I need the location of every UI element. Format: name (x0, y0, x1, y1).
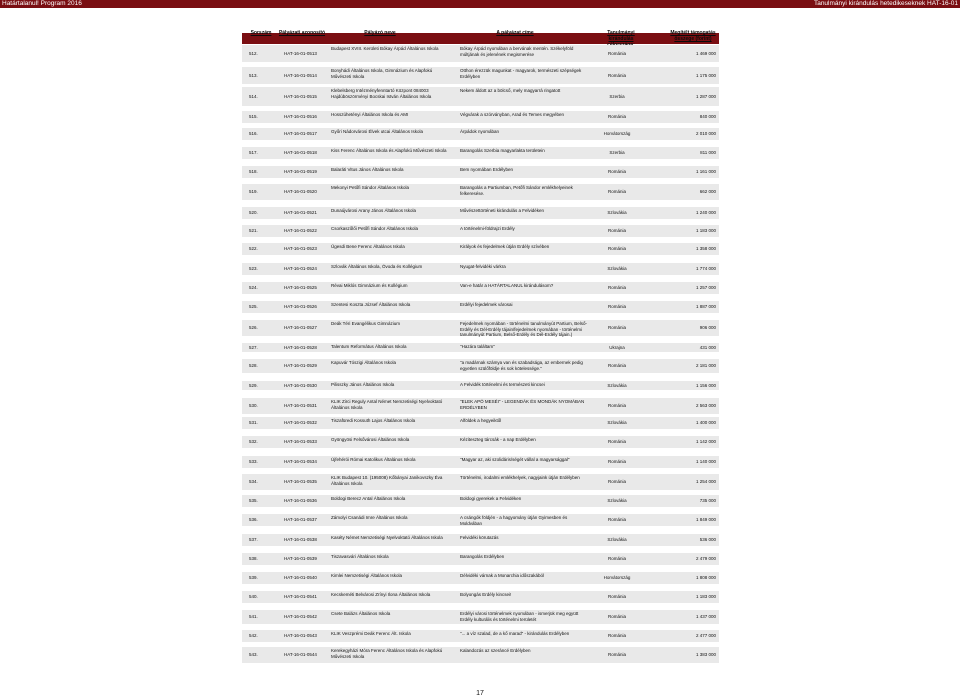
row-title: Történelmi, irodalmi emlékhelyek, nagyjaink útján Erdélyben (460, 475, 580, 480)
table-row (242, 417, 719, 429)
table-row (242, 111, 719, 123)
row-destination: Szerbia (609, 93, 625, 99)
row-id: HAT-16-01-0540 (284, 575, 317, 581)
row-amount: 1 257 000 (695, 285, 716, 291)
table-row (242, 225, 719, 237)
row-amount: 1 240 000 (695, 210, 716, 216)
row-title: Kéziteszteg tárcsák - a nap Erdélyben (460, 437, 536, 442)
row-applicant: Újfehérói Római Katolikus Általános Iskola (331, 457, 416, 462)
row-id: HAT-16-01-0531 (284, 403, 317, 409)
row-id: HAT-16-01-0518 (284, 150, 317, 156)
row-destination: Románia (607, 633, 626, 639)
row-amount: 1 175 000 (695, 72, 716, 78)
table-row (242, 359, 719, 373)
row-id: HAT-16-01-0528 (284, 344, 317, 350)
top-banner (0, 0, 960, 8)
row-number: 537. (249, 537, 258, 543)
row-title: Otthon érezzük magunkat - magyarok, természeti szépségek Erdélyben (460, 68, 582, 79)
table-row (242, 495, 719, 507)
row-destination: Szlovákia (607, 210, 627, 216)
row-destination: Szerbia (609, 150, 625, 156)
row-id: HAT-16-01-0535 (284, 479, 317, 485)
row-applicant: Győri Nádorvárosi Élvek utcai Általános Iskola (331, 129, 424, 134)
row-title: Árpádok nyomában (460, 129, 500, 134)
row-number: 521. (249, 228, 258, 234)
row-amount: 2 563 000 (695, 403, 716, 409)
row-applicant: Kiss Ferenc Általános Iskola és Alapfokú Művészeti Iskola (331, 148, 447, 153)
row-id: HAT-16-01-0543 (284, 633, 317, 639)
row-amount: 1 808 000 (695, 575, 716, 581)
row-title: Bem nyomában Erdélyben (460, 167, 514, 172)
row-destination: Horvátország (603, 131, 631, 137)
row-amount: 2 010 000 (695, 131, 716, 137)
table-row (242, 128, 719, 140)
table-row (242, 553, 719, 565)
row-amount: 1 287 000 (695, 93, 716, 99)
row-amount: 536 000 (699, 537, 716, 543)
row-id: HAT-16-01-0517 (284, 131, 317, 137)
row-number: 528. (249, 363, 258, 369)
table-row (242, 436, 719, 448)
table-row (242, 147, 719, 159)
row-id: HAT-16-01-0544 (284, 652, 317, 658)
row-id: HAT-16-01-0541 (284, 594, 317, 600)
row-destination: Szlovákia (607, 537, 627, 543)
row-number: 512. (249, 50, 258, 56)
row-applicant: Kaséty Német Nemzetiségi Nyelvoktató Általános Iskola (331, 535, 443, 540)
row-id: HAT-16-01-0539 (284, 556, 317, 562)
row-amount: 1 437 000 (695, 614, 716, 620)
row-title: Barangolás Erdélyben (460, 554, 505, 559)
table-row (242, 474, 719, 490)
row-title: Alföldek a hegyeiktől (460, 418, 502, 423)
row-applicant: Bonyhádi Általános Iskola, Gimnázium és Alapfokú Művészeti Iskola (331, 68, 433, 79)
row-id: HAT-16-01-0525 (284, 285, 317, 291)
row-id: HAT-16-01-0514 (284, 72, 317, 78)
row-title: Felvidéki körutazás (460, 535, 499, 540)
row-applicant: Talentum Református Általános Iskola (331, 344, 407, 349)
row-title: Barangolás a Partiumban, Petőfi Sándor emlékhelyeinek felkeresése. (460, 185, 573, 196)
row-number: 535. (249, 498, 258, 504)
row-destination: Románia (607, 72, 626, 78)
row-title: "ELEK APÓ MESÉI" - LEGENDÁK ÉS MONDÁK NYOMÁBAN ERDÉLYBEN (460, 399, 585, 410)
row-number: 515. (249, 114, 258, 120)
table-row (242, 282, 719, 294)
table-row (242, 207, 719, 219)
row-applicant: Klebelsberg Intézményfenntartó Központ 084003 Hajdúböszörményi Bocskai István Általános Iskola (331, 88, 432, 99)
table-row (242, 301, 719, 313)
row-id: HAT-16-01-0536 (284, 498, 317, 504)
row-id: HAT-16-01-0527 (284, 325, 317, 331)
table-row (242, 534, 719, 546)
table-row (242, 263, 719, 275)
row-amount: 2 479 000 (695, 556, 716, 562)
row-destination: Románia (607, 228, 626, 234)
row-destination: Szlovákia (607, 382, 627, 388)
row-number: 543. (249, 652, 258, 658)
row-applicant: Kimlei Nemzetiségi Általános Iskola (331, 573, 403, 578)
row-amount: 1 887 000 (695, 304, 716, 310)
row-applicant: Révai Miklós Gimnázium és Kollégium (331, 283, 408, 288)
header-name: Pályázó neve (364, 30, 396, 36)
row-destination: Románia (607, 594, 626, 600)
table-row (242, 243, 719, 255)
row-applicant: Szentesi Koszta József Általános Iskola (331, 302, 411, 307)
row-amount: 1 774 000 (695, 266, 716, 272)
row-title: Erdélyi városi történelmek nyomában - ismerjük meg együtt Erdély kulturális és történelmi területét (460, 611, 579, 622)
row-title: A csángók földjén - a hagyomány útján Gyimesben és Moldvában (460, 515, 568, 526)
table-row (242, 610, 719, 624)
row-title: Bókay Árpád nyomában a bervának mentén. Székelyföld múltjának és jelenének megismerése (460, 46, 574, 57)
row-destination: Románia (607, 614, 626, 620)
row-destination: Szlovákia (607, 266, 627, 272)
table-row (242, 343, 719, 352)
row-title: "a madárnak számya van és szabadsága, az embernek pedig egyetlen szülőföldje és sok kötelessége." (460, 360, 583, 371)
row-id: HAT-16-01-0523 (284, 246, 317, 252)
row-applicant: KLIK Zirci Reguly Antal Német Nemzetiségi Nyelvoktató Általános Iskola (331, 399, 443, 410)
row-id: HAT-16-01-0520 (284, 189, 317, 195)
row-amount: 1 849 000 (695, 517, 716, 523)
row-title: Boldogi gyerekek a Felvidéken (460, 496, 522, 501)
row-id: HAT-16-01-0537 (284, 517, 317, 523)
row-number: 542. (249, 633, 258, 639)
row-destination: Románia (607, 304, 626, 310)
row-destination: Románia (607, 169, 626, 175)
row-title: Barangolás Szerbia magyarlakta területein (460, 148, 545, 153)
row-number: 536. (249, 517, 258, 523)
row-destination: Románia (607, 189, 626, 195)
row-applicant: Gyöngyösi Felsővárosi Általános Iskola (331, 437, 410, 442)
row-applicant: Boldogi Berecz Antal Általános Iskola (331, 496, 406, 501)
header-number: Sorszám (250, 30, 272, 36)
row-destination: Románia (607, 459, 626, 465)
row-number: 527. (249, 344, 258, 350)
row-destination: Románia (607, 517, 626, 523)
row-amount: 1 183 000 (695, 594, 716, 600)
header-id: Pályázati azonosító (278, 30, 326, 36)
row-applicant: Tiszafüredi Kossuth Lajos Általános Iskola (331, 418, 416, 423)
row-amount: 1 161 000 (695, 169, 716, 175)
row-title: A történelmi-földrajzi Erdély (460, 226, 515, 231)
row-title: Erdélyi fejedelmek városai (460, 302, 513, 307)
row-title: Királyok és fejedelmek útján Erdély szívében (460, 244, 550, 249)
row-title: Nekem áldott az a bölcső, mely magyarrá ringatott (460, 88, 561, 93)
row-id: HAT-16-01-0526 (284, 304, 317, 310)
row-id: HAT-16-01-0530 (284, 382, 317, 388)
row-number: 530. (249, 403, 258, 409)
table-row (242, 514, 719, 526)
row-amount: 1 254 000 (695, 479, 716, 485)
row-number: 520. (249, 210, 258, 216)
row-amount: 1 383 000 (695, 652, 716, 658)
row-title: "Magyar az, aki szolidáris/ségét vállal a magyarsággal" (460, 457, 570, 462)
row-id: HAT-16-01-0533 (284, 439, 317, 445)
row-destination: Szlovákia (607, 498, 627, 504)
row-amount: 1 469 000 (695, 50, 716, 56)
row-id: HAT-16-01-0542 (284, 614, 317, 620)
program-title: Határtalanul! Program 2016 (2, 0, 82, 7)
row-id: HAT-16-01-0513 (284, 50, 317, 56)
table-row (242, 456, 719, 468)
row-applicant: Csete Balázs Általános Iskola (331, 611, 391, 616)
row-id: HAT-16-01-0519 (284, 169, 317, 175)
row-amount: 431 000 (699, 344, 716, 350)
row-applicant: Zámolyi Csanádi Imre Általános Iskola (331, 515, 408, 520)
row-destination: Románia (607, 325, 626, 331)
table-row (242, 591, 719, 603)
row-number: 526. (249, 325, 258, 331)
row-number: 538. (249, 556, 258, 562)
row-applicant: Tiszavasvári Általános Iskola (331, 554, 389, 559)
row-destination: Románia (607, 652, 626, 658)
row-amount: 662 000 (699, 189, 716, 195)
row-destination: Románia (607, 439, 626, 445)
row-id: HAT-16-01-0538 (284, 537, 317, 543)
table-row (242, 647, 719, 663)
row-number: 533. (249, 459, 258, 465)
row-number: 519. (249, 189, 258, 195)
row-title: Nyugat-felvidéki várkra (460, 264, 506, 269)
row-amount: 811 000 (700, 150, 716, 156)
header-destination: Tanulmányi kirándulás (607, 30, 635, 42)
row-applicant: Balaráti Vitus János Általános Iskola (331, 167, 404, 172)
row-destination: Horvátország (603, 575, 631, 581)
row-number: 514. (249, 93, 258, 99)
row-applicant: Pilisszky János Általános Iskola (331, 382, 395, 387)
table-row (242, 87, 719, 106)
row-amount: 1 142 000 (695, 439, 716, 445)
row-id: HAT-16-01-0521 (284, 210, 317, 216)
table-row (242, 67, 719, 84)
row-number: 541. (249, 614, 258, 620)
row-number: 531. (249, 420, 258, 426)
row-number: 513. (249, 72, 258, 78)
row-number: 518. (249, 169, 258, 175)
row-number: 517. (249, 150, 258, 156)
row-title: Van-e határ a HATÁRTALANUL kirándulásom? (460, 283, 554, 288)
row-number: 525. (249, 304, 258, 310)
row-applicant: Kapuvár Tószigi Általános Iskola (331, 360, 396, 365)
table-row (242, 381, 719, 390)
row-amount: 1 140 000 (695, 459, 716, 465)
row-number: 529. (249, 382, 258, 388)
row-destination: Románia (607, 50, 626, 56)
row-applicant: Kerekegyházi Móra Ferenc Általános Iskola és Alapfokú Művészeti Iskola (331, 648, 443, 659)
row-destination: Románia (607, 114, 626, 120)
row-title: Kalandozás az szeráncé Erdélyben (460, 648, 531, 653)
table-row (242, 45, 719, 62)
row-id: HAT-16-01-0532 (284, 420, 317, 426)
table-row (242, 166, 719, 178)
row-destination: Szlovákia (607, 420, 627, 426)
row-amount: 2 477 000 (695, 633, 716, 639)
row-title: A Felvidék történelmi és természeti kincsei (460, 382, 545, 387)
row-number: 534. (249, 479, 258, 485)
row-number: 540. (249, 594, 258, 600)
row-destination: Románia (607, 285, 626, 291)
row-number: 516. (249, 131, 258, 137)
row-applicant: Kecskeméti Belvárosi Zrínyi Ilona Általános Iskola (331, 592, 431, 597)
row-destination: Románia (607, 246, 626, 252)
table-row (242, 572, 719, 584)
table-row (242, 630, 719, 642)
row-id: HAT-16-01-0515 (284, 93, 317, 99)
row-title: Végvárak a szórványban, Arad és Temes megyében (460, 112, 564, 117)
row-applicant: Budapest XVIII. Kerületi Bókay Árpád Általános Iskola (331, 46, 439, 51)
row-id: HAT-16-01-0516 (284, 114, 317, 120)
row-id: HAT-16-01-0529 (284, 363, 317, 369)
row-title: "... a víz szalad, de a kő marad" - kirándulás Erdélyben (460, 631, 570, 636)
row-applicant: Ügesdi Bene Ferenc Általános Iskola (331, 244, 405, 249)
row-id: HAT-16-01-0522 (284, 228, 317, 234)
row-amount: 735 000 (699, 498, 716, 504)
row-applicant: Dunaújvárosi Arany János Általános Iskola (331, 208, 417, 213)
row-applicant: Csorkaszőlői Petőfi Sándor Általános Iskola (331, 226, 419, 231)
table-row (242, 320, 719, 336)
row-amount: 1 156 000 (695, 382, 716, 388)
row-title: Fejedelmek nyomában - történelmi tanulmányút Partium, Belső-Erdély és Dél-Erdély tájain/fejedelmek nyomában - történelmi tanulmányút Partium, Belső-Erdély és Dél-Erdély tájain.) (460, 321, 588, 337)
table-row (242, 398, 719, 414)
row-applicant: KLIK Veszprémi Deák Ferenc Ált. Iskola (331, 631, 411, 636)
page-number: 17 (476, 690, 484, 697)
row-number: 522. (249, 246, 258, 252)
row-id: HAT-16-01-0524 (284, 266, 317, 272)
row-title: "Hazára találtam" (460, 344, 495, 349)
row-destination: Ukrajna (609, 344, 625, 350)
row-destination: Románia (607, 403, 626, 409)
row-amount: 2 181 000 (695, 363, 716, 369)
document-title: Tanulmányi kirándulás hetedikeseknek HAT-16-01 (813, 0, 958, 7)
row-applicant: Mekonyi Petőfi Sándor Általános Iskola (331, 185, 410, 190)
row-title: Délvidéki várnak a Monarchia időszakából (460, 573, 545, 578)
row-id: HAT-16-01-0534 (284, 459, 317, 465)
row-title: Bolyongás Erdély kincsei! (460, 592, 512, 597)
table-row (242, 184, 719, 200)
row-amount: 1 358 000 (695, 246, 716, 252)
row-applicant: Szlovák Általános Iskola, Óvoda és Kollégium (331, 264, 423, 269)
row-amount: 840 000 (699, 114, 716, 120)
header-title: A pályázat címe (496, 30, 534, 36)
header-amount: Megítélt támogatás összege (forint) (670, 30, 716, 42)
row-amount: 1 400 000 (695, 420, 716, 426)
row-title: Művészettörténeti kirándulás a Felvidéken (460, 208, 545, 213)
row-destination: Románia (607, 556, 626, 562)
row-applicant: KLIK Budapest 10. (195008) Kőbányai Janikovszky Éva Általános Iskola (331, 475, 443, 486)
row-applicant: Deák Téri Evangélikus Gimnázium (331, 321, 400, 326)
row-number: 532. (249, 439, 258, 445)
row-destination: Románia (607, 363, 626, 369)
row-amount: 1 183 000 (695, 228, 716, 234)
row-number: 523. (249, 266, 258, 272)
row-number: 539. (249, 575, 258, 581)
row-applicant: Hosszúhetényi Általános Iskola és AMI (331, 112, 409, 117)
row-number: 524. (249, 285, 258, 291)
row-amount: 906 000 (699, 325, 716, 331)
row-destination: Románia (607, 479, 626, 485)
